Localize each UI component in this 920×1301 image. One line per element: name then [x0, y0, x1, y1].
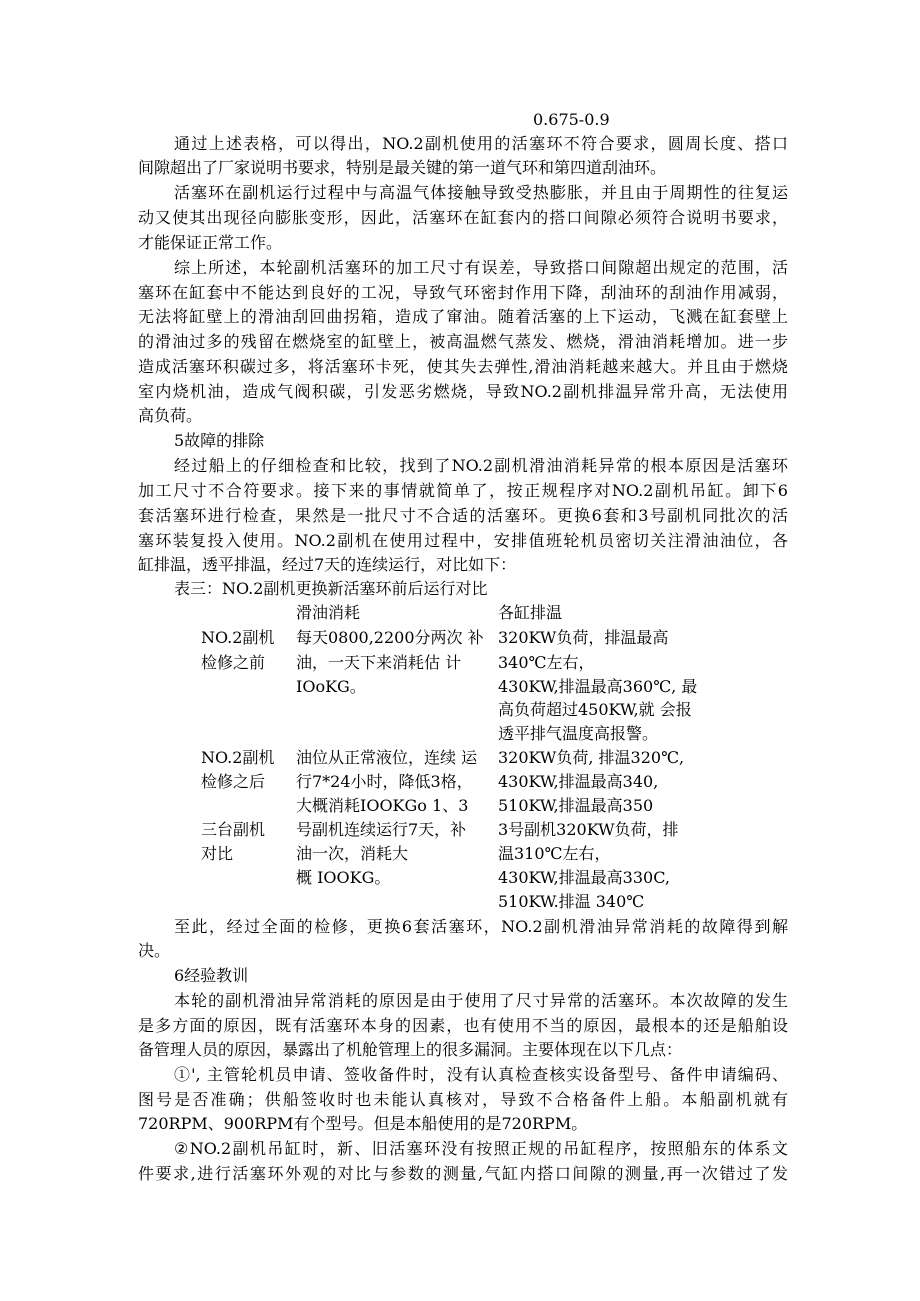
row-label: 三台副机: [201, 820, 266, 839]
list-item-line: ②NO.2副机吊缸时，新、旧活塞环没有按照正规的吊缸程序，按照船东的体系文: [174, 1139, 788, 1158]
paragraph-line: 缸排温，透平排温，经过7天的连续运行，对比如下：: [138, 555, 517, 574]
paragraph-line: 塞环在缸套中不能达到良好的工况，导致气环密封作用下降，刮油环的刮油作用减弱，: [138, 283, 788, 302]
exhaust-temp-line: 430KW,排温最高340,: [498, 772, 659, 791]
oil-consumption-line: 行7*24小时，降低3格，: [296, 772, 473, 791]
exhaust-temp-line: 透平排气温度高报警。: [498, 724, 659, 743]
table-tail-value: 0.675-0.9: [533, 110, 610, 129]
section-heading-6: 6经验教训: [174, 966, 249, 985]
paragraph-line: 室内烧机油，造成气阀积碳，引发恶劣燃烧，导致NO.2副机排温异常升高，无法使用: [138, 382, 788, 401]
paragraph-line: 套活塞环进行检查，果然是一批尺寸不合适的活塞环。更换6套和3号副机同批次的活: [138, 506, 788, 525]
row-label: NO.2副机: [201, 748, 275, 767]
list-item-line: 图号是否准确；供船签收时也未能认真核对，导致不合格备件上船。本船副机就有: [138, 1090, 788, 1109]
paragraph-line: 才能保证正常工作。: [138, 233, 283, 252]
table-header-temp: 各缸排温: [498, 603, 563, 622]
row-label: NO.2副机: [201, 628, 275, 647]
section-heading-5: 5故障的排除: [174, 431, 265, 450]
oil-consumption-line: 油位从正常液位，连续 运: [296, 748, 478, 767]
paragraph-line: 塞环装复投入使用。NO.2副机在使用过程中，安排值班轮机员密切关注滑油油位，各: [138, 531, 788, 550]
oil-consumption-line: 概 IOOKG。: [296, 868, 391, 887]
exhaust-temp-line: 320KW负荷，排温最高: [498, 628, 669, 647]
paragraph-line: 加工尺寸不合符要求。接下来的事情就简单了，按正规程序对NO.2副机吊缸。卸下6: [138, 481, 788, 500]
paragraph-line: 决。: [138, 941, 171, 960]
list-item-line: 件要求,进行活塞环外观的对比与参数的测量,气缸内搭口间隙的测量,再一次错过了发: [138, 1164, 788, 1183]
exhaust-temp-line: 温310℃左右，: [498, 844, 611, 863]
oil-consumption-line: IOoKG。: [296, 677, 366, 696]
paragraph-line: 的滑油过多的残留在燃烧室的缸壁上，被高温燃气蒸发、燃烧，滑油消耗增加。进一步: [138, 332, 788, 351]
paragraph-line: 综上所述，本轮副机活塞环的加工尺寸有误差，导致搭口间隙超出规定的范围，活: [174, 258, 788, 277]
paragraph-line: 动又使其出现径向膨胀变形，因此，活塞环在缸套内的搭口间隙必须符合说明书要求，: [138, 208, 788, 227]
paragraph-line: 通过上述表格，可以得出，NO.2副机使用的活塞环不符合要求，圆周长度、搭口: [174, 134, 788, 153]
oil-consumption-line: 号副机连续运行7天，补: [296, 820, 467, 839]
paragraph-line: 本轮的副机滑油异常消耗的原因是由于使用了尺寸异常的活塞环。本次故障的发生: [174, 991, 788, 1010]
list-item-line: ①', 主管轮机员申请、签收备件时，没有认真检查核实设备型号、备件申请编码、: [174, 1065, 788, 1084]
row-label: 对比: [201, 844, 234, 863]
row-label: 检修之前: [201, 653, 266, 672]
table-header-oil: 滑油消耗: [296, 603, 361, 622]
exhaust-temp-line: 510KW.排温 340℃: [498, 892, 645, 911]
paragraph-line: 无法将缸壁上的滑油刮回曲拐箱，造成了窜油。随着活塞的上下运动，飞溅在缸套壁上: [138, 307, 788, 326]
exhaust-temp-line: 430KW,排温最高360℃, 最: [498, 677, 698, 696]
table-caption: 表三：NO.2副机更换新活塞环前后运行对比: [174, 579, 488, 598]
paragraph-line: 备管理人员的原因，暴露出了机舱管理上的很多漏洞。主要体现在以下几点：: [138, 1040, 683, 1059]
exhaust-temp-line: 320KW负荷, 排温320℃,: [498, 748, 685, 767]
paragraph-line: 间隙超出了厂家说明书要求，特别是最关键的第一道气环和第四道刮油环。: [138, 158, 667, 177]
paragraph-line: 高负荷。: [138, 406, 203, 425]
row-label: 检修之后: [201, 772, 266, 791]
oil-consumption-line: 油，一天下来消耗估 计: [296, 653, 462, 672]
oil-consumption-line: 大概消耗IOOKGo 1、3: [296, 796, 469, 815]
oil-consumption-line: 油一次，消耗大: [296, 844, 409, 863]
exhaust-temp-line: 510KW,排温最高350: [498, 796, 654, 815]
exhaust-temp-line: 3号副机320KW负荷，排: [498, 820, 679, 839]
exhaust-temp-line: 高负荷超过450KW,就 会报: [498, 700, 692, 719]
exhaust-temp-line: 430KW,排温最高330C,: [498, 868, 670, 887]
paragraph-line: 活塞环在副机运行过程中与高温气体接触导致受热膨胀，并且由于周期性的往复运: [174, 183, 788, 202]
exhaust-temp-line: 340℃左右，: [498, 653, 595, 672]
oil-consumption-line: 每天0800,2200分两次 补: [296, 628, 484, 647]
list-item-line: 720RPM、900RPM有个型号。但是本船使用的是720RPM。: [138, 1114, 588, 1133]
paragraph-line: 是多方面的原因，既有活塞环本身的因素，也有使用不当的原因，最根本的还是船舶设: [138, 1016, 788, 1035]
paragraph-line: 经过船上的仔细检查和比较，找到了NO.2副机滑油消耗异常的根本原因是活塞环: [174, 456, 788, 475]
paragraph-line: 至此，经过全面的检修，更换6套活塞环，NO.2副机滑油异常消耗的故障得到解: [174, 917, 788, 936]
paragraph-line: 造成活塞环积碳过多，将活塞环卡死，使其失去弹性,滑油消耗越来越大。并且由于燃烧: [138, 357, 788, 376]
